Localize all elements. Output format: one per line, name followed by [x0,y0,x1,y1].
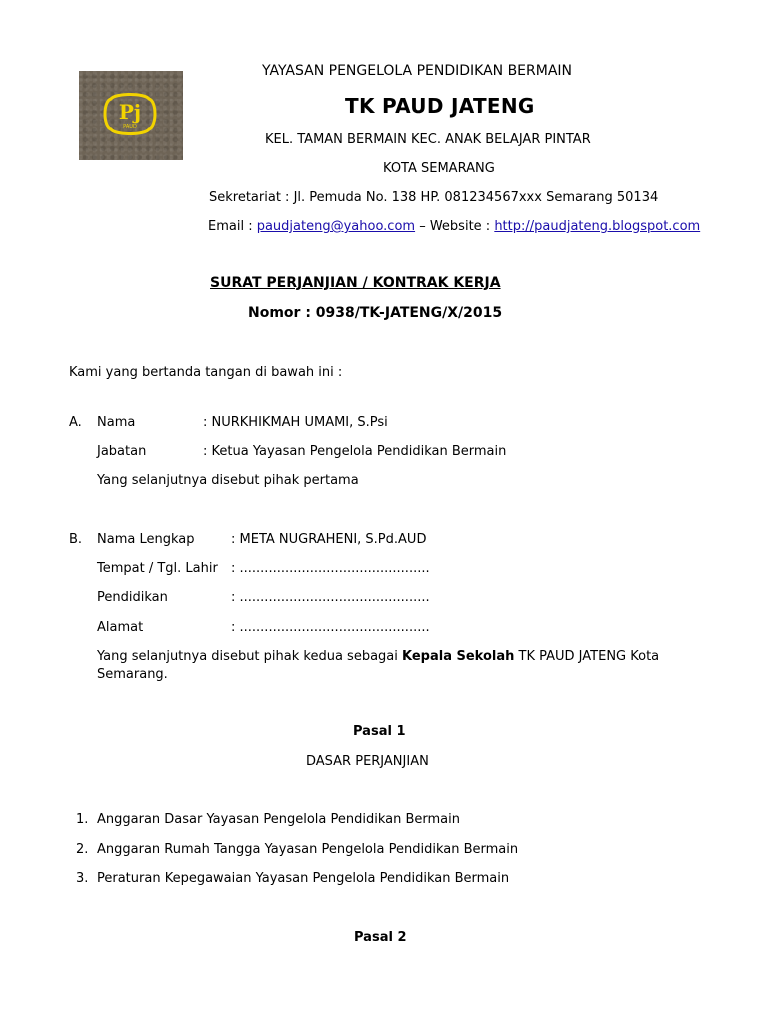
party-a-name-label: Nama [97,415,136,430]
list-item-3-number: 3. [76,871,89,886]
email-label: Email : [208,219,257,234]
list-item-2-number: 2. [76,842,89,857]
contact-line [208,219,700,234]
list-item-3-text: Peraturan Kepegawaian Yayasan Pengelola Pendidikan Bermain [97,871,510,886]
school-name: TK PAUD JATENG [345,94,535,118]
party-a-position-value: : Ketua Yayasan Pengelola Pendidikan Bermain [203,444,507,459]
party-b-address-label: Alamat [97,620,144,635]
party-b-note-pre: Yang selanjutnya disebut pihak kedua sebagai [97,649,402,664]
party-a-name-value: : NURKHIKMAH UMAMI, S.Psi [203,415,388,430]
party-b-address-value: : .............................................. [231,620,430,635]
list-item-2-text: Anggaran Rumah Tangga Yayasan Pengelola Pendidikan Bermain [97,842,519,857]
org-name: YAYASAN PENGELOLA PENDIDIKAN BERMAIN [262,63,573,79]
party-b-name-value: : META NUGRAHENI, S.Pd.AUD [231,532,427,547]
document-title: SURAT PERJANJIAN / KONTRAK KERJA [210,275,501,291]
party-b-note-post: TK PAUD JATENG Kota [514,649,660,664]
intro-text: Kami yang bertanda tangan di bawah ini : [69,365,343,380]
party-b-note-line2: Semarang. [97,667,168,682]
school-logo [79,71,183,160]
pasal-1-subheading: DASAR PERJANJIAN [306,754,429,769]
address-city: KOTA SEMARANG [383,161,495,176]
website-link[interactable]: http://paudjateng.blogspot.com [494,219,701,234]
party-a-note: Yang selanjutnya disebut pihak pertama [97,473,359,488]
party-a-marker: A. [69,415,82,430]
website-label: – Website : [415,219,495,234]
list-item-1-text: Anggaran Dasar Yayasan Pengelola Pendidikan Bermain [97,812,460,827]
address-kelurahan: KEL. TAMAN BERMAIN KEC. ANAK BELAJAR PINTAR [265,132,591,147]
party-b-birth-value: : .............................................. [231,561,430,576]
email-link[interactable]: paudjateng@yahoo.com [256,219,416,234]
party-b-education-label: Pendidikan [97,590,168,605]
party-b-note [97,649,659,664]
party-b-role: Kepala Sekolah [402,649,515,664]
list-item-1-number: 1. [76,812,89,827]
logo-letters: Pj [118,100,142,124]
party-b-education-value: : .............................................. [231,590,430,605]
party-b-birth-label: Tempat / Tgl. Lahir [97,561,218,576]
pasal-2-heading: Pasal 2 [354,930,407,945]
party-b-marker: B. [69,532,83,547]
party-a-position-label: Jabatan [97,444,147,459]
logo-subtitle: PAUD [123,124,137,130]
secretariat-line: Sekretariat : Jl. Pemuda No. 138 HP. 081234567xxx Semarang 50134 [209,190,659,205]
document-number: Nomor : 0938/TK-JATENG/X/2015 [248,305,503,321]
pasal-1-heading: Pasal 1 [353,724,406,739]
party-b-name-label: Nama Lengkap [97,532,195,547]
pj-logo-icon [101,91,159,137]
